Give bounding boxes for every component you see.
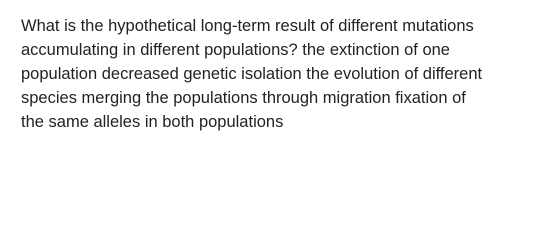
question-line-2: accumulating in different populations? the extinction of one <box>21 41 450 59</box>
question-line-3: population decreased genetic isolation the evolution of different <box>21 65 483 83</box>
question-line-4: species merging the populations through migration fixation of <box>21 89 466 107</box>
question-line-5: the same alleles in both populations <box>21 113 284 131</box>
question-text <box>21 14 551 134</box>
question-line-1: What is the hypothetical long-term result of different mutations <box>21 17 474 35</box>
